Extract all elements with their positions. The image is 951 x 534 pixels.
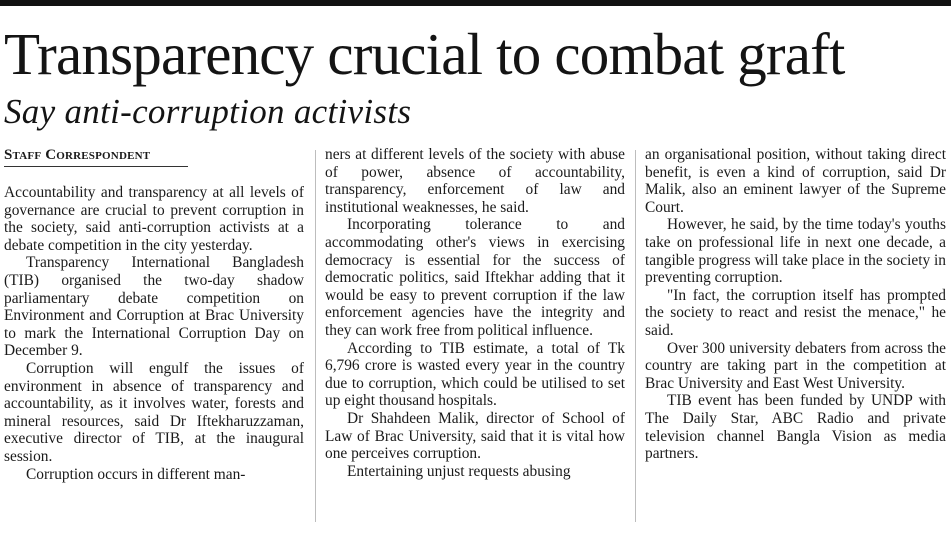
paragraph: Entertaining unjust requests abusing xyxy=(347,462,571,480)
column-divider xyxy=(635,150,636,522)
article-column-3 xyxy=(645,146,946,463)
paragraph: Incorporating tolerance to and accommodating other's views in exercising democracy is essential for the success of democratic politics, said Iftekhar adding that it would be easy to prevent corruption if the law enforcement agencies have the integrity and they can work free from political influence. xyxy=(325,216,625,339)
column-divider xyxy=(315,150,316,522)
paragraph: "In fact, the corruption itself has prompted the society to react and resist the menace," he said. xyxy=(645,286,946,339)
paragraph: However, he said, by the time today's youths take on professional life in next one decade, a tangible progress will take place in the society in preventing corruption. xyxy=(645,216,946,287)
paragraph: Accountability and transparency at all levels of governance are crucial to prevent corruption in the society, said anti-corruption activists at a debate competition in the city yesterday. xyxy=(4,184,304,254)
article-column-2 xyxy=(325,146,625,480)
paragraph: an organisational position, without taking direct benefit, is even a kind of corruption, said Dr Malik, also an eminent lawyer of the Supreme Court. xyxy=(645,146,946,216)
paragraph: TIB event has been funded by UNDP with The Daily Star, ABC Radio and private television channel Bangla Vision as media partners. xyxy=(645,392,946,463)
top-rule xyxy=(0,0,951,6)
paragraph: ners at different levels of the society with abuse of power, absence of accountability, transparency, enforcement of law and institutional weaknesses, he said. xyxy=(325,146,625,216)
paragraph: Dr Shahdeen Malik, director of School of Law of Brac University, said that it is vital how one perceives corruption. xyxy=(325,409,625,463)
paragraph: Over 300 university debaters from across the country are taking part in the competition at Brac University and East West University. xyxy=(645,339,946,392)
subheadline: Say anti-corruption activists xyxy=(4,92,412,131)
paragraph: Transparency International Bangladesh (TIB) organised the two-day shadow parliamentary debate competition on Environment and Corruption at Brac University to mark the International Corruption Day on December 9. xyxy=(4,254,304,360)
headline: Transparency crucial to combat graft xyxy=(4,21,845,87)
paragraph: Corruption will engulf the issues of environment in absence of transparency and accountability, as it involves water, forests and mineral resources, said Dr Iftekharuzzaman, executive director of TIB, at the inaugural session. xyxy=(4,359,304,465)
article-column-1 xyxy=(4,146,304,483)
byline: Staff Correspondent xyxy=(4,146,188,167)
paragraph: Corruption occurs in different man- xyxy=(26,465,246,483)
paragraph: According to TIB estimate, a total of Tk 6,796 crore is wasted every year in the country due to corruption, which could be utilised to set up eight thousand hospitals. xyxy=(325,339,625,410)
